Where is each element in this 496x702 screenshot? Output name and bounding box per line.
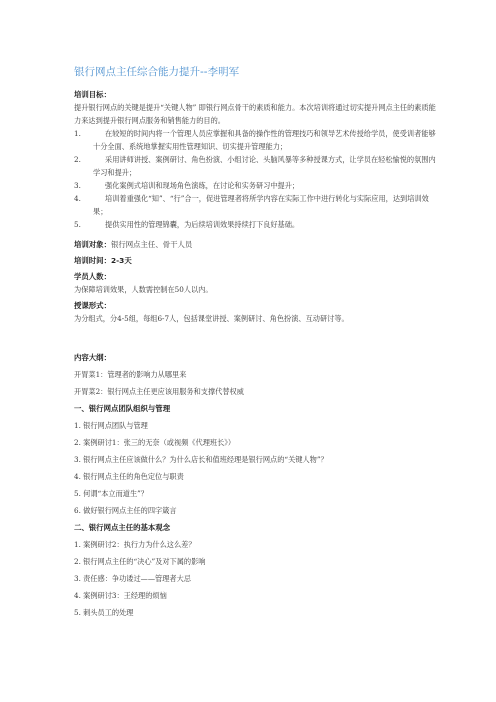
target-line xyxy=(74,238,436,251)
outline-item: 5. 刺头员工的处理 xyxy=(74,608,134,617)
outline-opener: 开胃菜2：银行网点主任更应该用服务和支撑代替权威 xyxy=(74,387,244,396)
goals-intro: 提升银行网点的关键是提升“关键人物” 即银行网点骨干的素质和能力。本次培训将通过切实提升网点主任的素质能力来达到提升银行网点服务和销售能力的目的。 xyxy=(74,103,436,125)
duration-label: 培训时间： xyxy=(74,256,111,265)
format-value: 为分组式，分4-5组，每组6-7人，包括课堂讲授、案例研讨、角色扮演、互动研讨等。 xyxy=(74,314,349,323)
goal-item: 4. 培训着重强化“知”、“行”合一，促进管理者将所学内容在实际工作中进行转化与实际应用，达到培训效果； xyxy=(74,194,429,216)
outline-heading: 内容大纲： xyxy=(74,353,111,362)
outline-item: 5. 何谓“本立而道生”？ xyxy=(74,489,148,498)
count-value: 为保障培训效果，人数需控制在50人以内。 xyxy=(74,285,213,294)
outline-item: 1. 案例研讨2：执行力为什么这么差？ xyxy=(74,540,196,549)
goal-item: 1. 在较短的时间内将一个管理人员应掌握和具备的操作性的管理技巧和领导艺术传授给学员，使受训者能够十分全面、系统地掌握实用性管理知识、切实提升管理能力； xyxy=(74,129,436,151)
goal-item: 5. 提供实用性的管理锦囊，为后续培训效果持续打下良好基础。 xyxy=(74,220,300,229)
document-title: 银行网点主任综合能力提升--李明军 xyxy=(74,66,240,78)
target-label: 培训对象： xyxy=(74,240,111,249)
outline-opener: 开胃菜1：管理者的影响力从哪里来 xyxy=(74,370,187,379)
count-label: 学员人数： xyxy=(74,272,111,281)
goals-list xyxy=(74,127,436,231)
outline-item: 4. 银行网点主任的角色定位与职责 xyxy=(74,472,184,481)
outline-item: 4. 案例研讨3：王经理的烦恼 xyxy=(74,591,167,600)
outline-item: 3. 银行网点主任应该做什么？为什么店长和值班经理是银行网点的“关键人物”？ xyxy=(74,455,328,464)
section-title: 二、银行网点主任的基本观念 xyxy=(74,523,171,532)
format-label: 授课形式： xyxy=(74,301,111,310)
outline-item: 6. 做好银行网点主任的四字箴言 xyxy=(74,506,177,515)
duration-line xyxy=(74,254,436,267)
section-title: 一、银行网点团队组织与管理 xyxy=(74,404,171,413)
goal-item: 2. 采用讲师讲授、案例研讨、角色扮演、小组讨论、头脑风暴等多种授课方式，让学员在轻松愉悦的氛围内学习和提升； xyxy=(74,155,436,177)
duration-value: 2-3天 xyxy=(110,256,132,265)
outline-item: 2. 银行网点主任的“决心”及对下属的影响 xyxy=(74,557,206,566)
outline-item: 2. 案例研讨1：张三的无奈（或视频《代理班长》） xyxy=(74,438,236,447)
document-page xyxy=(74,64,436,621)
outline-item: 3. 责任感：争功诿过——管理者大忌 xyxy=(74,574,191,583)
goals-heading: 培训目标： xyxy=(74,90,111,99)
outline-item: 1. 银行网点团队与管理 xyxy=(74,421,148,430)
target-value: 银行网点主任、骨干人员 xyxy=(110,240,193,249)
goal-item: 3. 强化案例式培训和现场角色演练，在讨论和实务研习中提升； xyxy=(74,181,300,190)
